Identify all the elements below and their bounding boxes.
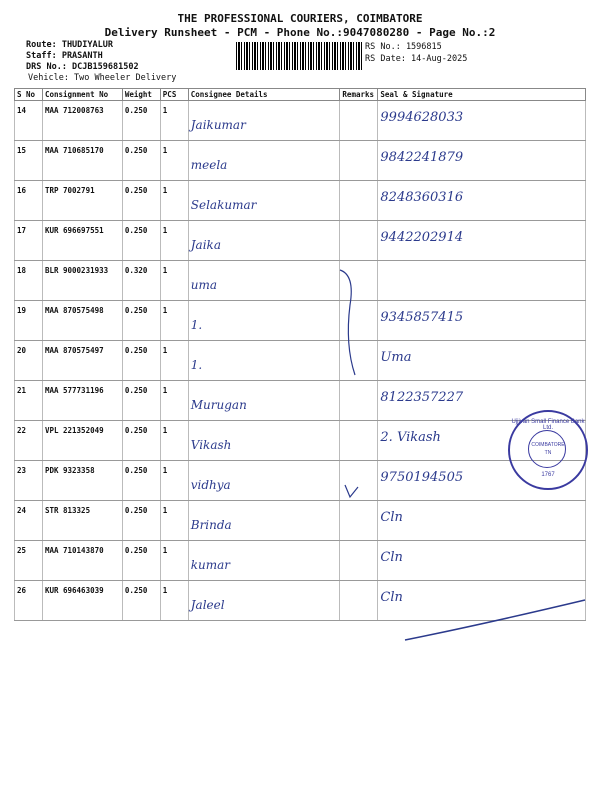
- row-signature: 9842241879: [380, 150, 464, 165]
- col-remarks: Remarks: [340, 89, 378, 101]
- staff-label: Staff: PRASANTH: [26, 51, 103, 61]
- row-sno: 18: [17, 266, 27, 275]
- row-sno-cell: [15, 581, 43, 621]
- row-sno: 14: [17, 106, 27, 115]
- row-consignment-no-cell: [42, 181, 122, 221]
- row-consignment-no-cell: [42, 141, 122, 181]
- row-pcs: 1: [162, 386, 168, 395]
- row-remarks-cell: [340, 541, 378, 581]
- row-signature-cell: [378, 221, 586, 261]
- row-pcs-cell: [160, 501, 188, 541]
- row-pcs-cell: [160, 381, 188, 421]
- row-consignee: vidhya: [190, 478, 231, 492]
- row-pcs: 1: [162, 466, 168, 475]
- row-consignee-cell: [188, 261, 340, 301]
- row-consignee-cell: [188, 181, 340, 221]
- row-pcs-cell: [160, 461, 188, 501]
- row-pcs-cell: [160, 421, 188, 461]
- table-row: [15, 541, 586, 581]
- row-pcs-cell: [160, 101, 188, 141]
- table-row: [15, 181, 586, 221]
- barcode: [236, 42, 362, 70]
- row-consignment-no: MAA 710685170: [44, 146, 104, 155]
- row-pcs: 1: [162, 306, 168, 315]
- row-consignment-no: STR 813325: [44, 506, 91, 515]
- row-weight-cell: [122, 341, 160, 381]
- row-consignee-cell: [188, 381, 340, 421]
- row-consignment-no: KUR 696697551: [44, 226, 104, 235]
- row-pcs-cell: [160, 301, 188, 341]
- row-consignee-cell: [188, 501, 340, 541]
- stamp-city: COIMBATORE: [531, 442, 565, 448]
- row-consignment-no-cell: [42, 341, 122, 381]
- row-consignment-no-cell: [42, 101, 122, 141]
- col-pcs: PCS: [160, 89, 188, 101]
- row-consignee: Selakumar: [190, 198, 257, 212]
- row-remarks-cell: [340, 221, 378, 261]
- stamp-inner-ring: [528, 430, 566, 468]
- rs-date: RS Date: 14-Aug-2025: [365, 54, 468, 64]
- stamp-code: 1767: [541, 472, 555, 478]
- row-signature-cell: [378, 181, 586, 221]
- row-weight: 0.250: [124, 426, 148, 435]
- row-signature: 9345857415: [380, 310, 464, 325]
- row-pcs-cell: [160, 141, 188, 181]
- row-pcs-cell: [160, 541, 188, 581]
- row-pcs-cell: [160, 181, 188, 221]
- row-signature-cell: [378, 541, 586, 581]
- row-weight-cell: [122, 461, 160, 501]
- col-consignment: Consignment No: [42, 89, 122, 101]
- col-sno: S No: [15, 89, 43, 101]
- row-signature: 8122357227: [380, 390, 464, 405]
- row-consignee: kumar: [190, 558, 231, 572]
- row-consignment-no: TRP 7002791: [44, 186, 95, 195]
- row-weight-cell: [122, 101, 160, 141]
- document-title: THE PROFESSIONAL COURIERS, COIMBATORE: [177, 12, 423, 25]
- row-sno: 26: [17, 586, 27, 595]
- row-pcs-cell: [160, 341, 188, 381]
- row-consignment-no-cell: [42, 261, 122, 301]
- row-sno-cell: [15, 421, 43, 461]
- table-header: [15, 89, 586, 101]
- row-pcs: 1: [162, 146, 168, 155]
- table-row: [15, 421, 586, 461]
- row-remarks-cell: [340, 141, 378, 181]
- row-weight-cell: [122, 381, 160, 421]
- row-weight: 0.320: [124, 266, 148, 275]
- row-consignment-no-cell: [42, 461, 122, 501]
- row-pcs: 1: [162, 506, 168, 515]
- row-consignment-no: MAA 577731196: [44, 386, 104, 395]
- row-consignee: 1.: [190, 318, 203, 332]
- row-consignee: Jaika: [190, 238, 221, 252]
- table-row: [15, 501, 586, 541]
- row-pcs: 1: [162, 426, 168, 435]
- row-consignment-no-cell: [42, 541, 122, 581]
- row-sno-cell: [15, 101, 43, 141]
- row-consignee-cell: [188, 581, 340, 621]
- row-consignment-no-cell: [42, 421, 122, 461]
- row-pcs: 1: [162, 186, 168, 195]
- vehicle-label: Vehicle: Two Wheeler Delivery: [28, 73, 177, 83]
- row-sno-cell: [15, 381, 43, 421]
- row-signature: Cln: [380, 510, 403, 525]
- row-weight-cell: [122, 501, 160, 541]
- row-consignment-no: MAA 870575498: [44, 306, 104, 315]
- row-signature: 9442202914: [380, 230, 464, 245]
- row-consignment-no: BLR 9000231933: [44, 266, 109, 275]
- row-consignee-cell: [188, 301, 340, 341]
- row-signature-cell: [378, 261, 586, 301]
- row-remarks-cell: [340, 581, 378, 621]
- row-sno: 22: [17, 426, 27, 435]
- row-sno: 25: [17, 546, 27, 555]
- table-row: [15, 141, 586, 181]
- row-consignee: uma: [190, 278, 218, 292]
- row-remarks-cell: [340, 501, 378, 541]
- row-consignment-no: KUR 696463039: [44, 586, 104, 595]
- row-consignee: Vikash: [190, 438, 232, 452]
- row-sno-cell: [15, 301, 43, 341]
- row-consignee-cell: [188, 421, 340, 461]
- bank-stamp: [508, 410, 588, 490]
- row-weight-cell: [122, 221, 160, 261]
- row-consignment-no: MAA 712008763: [44, 106, 104, 115]
- row-signature-cell: [378, 101, 586, 141]
- row-consignment-no: PDK 9323358: [44, 466, 95, 475]
- col-consignee: Consignee Details: [188, 89, 340, 101]
- row-pcs: 1: [162, 106, 168, 115]
- table-row: [15, 341, 586, 381]
- row-consignment-no-cell: [42, 221, 122, 261]
- rs-number: RS No.: 1596815: [365, 42, 442, 52]
- row-sno: 16: [17, 186, 27, 195]
- route-label: Route: THUDIYALUR: [26, 40, 113, 50]
- col-signature: Seal & Signature: [378, 89, 586, 101]
- row-weight-cell: [122, 181, 160, 221]
- row-consignee: Jaleel: [190, 598, 225, 612]
- row-remarks-cell: [340, 181, 378, 221]
- row-weight: 0.250: [124, 226, 148, 235]
- row-consignee-cell: [188, 461, 340, 501]
- row-consignee: Murugan: [190, 398, 247, 412]
- row-sno: 17: [17, 226, 27, 235]
- row-consignee: Jaikumar: [190, 118, 246, 132]
- row-consignment-no-cell: [42, 501, 122, 541]
- row-consignment-no-cell: [42, 301, 122, 341]
- row-consignment-no-cell: [42, 381, 122, 421]
- table-row: [15, 261, 586, 301]
- row-weight-cell: [122, 581, 160, 621]
- row-sno-cell: [15, 501, 43, 541]
- row-sno: 15: [17, 146, 27, 155]
- runsheet-table: [14, 88, 586, 621]
- row-weight-cell: [122, 541, 160, 581]
- drs-label: DRS No.: DCJB159681502: [26, 62, 139, 72]
- stamp-bank-name: Ujjivan Small Finance Bank Ltd.: [511, 419, 585, 431]
- row-weight: 0.250: [124, 546, 148, 555]
- signature-strike-line: [400, 595, 590, 645]
- col-weight: Weight: [122, 89, 160, 101]
- row-signature-cell: [378, 301, 586, 341]
- row-sno: 23: [17, 466, 27, 475]
- row-consignment-no: MAA 710143870: [44, 546, 104, 555]
- row-pcs: 1: [162, 586, 168, 595]
- row-signature: 9994628033: [380, 110, 464, 125]
- row-sno-cell: [15, 341, 43, 381]
- row-weight: 0.250: [124, 106, 148, 115]
- row-sno: 20: [17, 346, 27, 355]
- row-signature-cell: [378, 341, 586, 381]
- row-weight-cell: [122, 301, 160, 341]
- table-row: [15, 381, 586, 421]
- row-consignee-cell: [188, 141, 340, 181]
- row-weight: 0.250: [124, 586, 148, 595]
- table-row: [15, 221, 586, 261]
- row-signature: [380, 266, 583, 270]
- row-signature: 8248360316: [380, 190, 464, 205]
- row-consignee: meela: [190, 158, 228, 172]
- row-consignment-no: VPL 221352049: [44, 426, 104, 435]
- stamp-state: TN: [544, 450, 552, 456]
- row-pcs-cell: [160, 581, 188, 621]
- row-consignee: 1.: [190, 358, 203, 372]
- table-row: [15, 461, 586, 501]
- row-weight: 0.250: [124, 186, 148, 195]
- row-consignee-cell: [188, 101, 340, 141]
- row-sno: 21: [17, 386, 27, 395]
- row-pcs: 1: [162, 266, 168, 275]
- row-weight: 0.250: [124, 346, 148, 355]
- row-weight: 0.250: [124, 146, 148, 155]
- row-sno-cell: [15, 541, 43, 581]
- row-signature: 2. Vikash: [380, 430, 441, 445]
- row-weight: 0.250: [124, 506, 148, 515]
- row-signature-cell: [378, 141, 586, 181]
- row-weight: 0.250: [124, 306, 148, 315]
- row-weight: 0.250: [124, 386, 148, 395]
- row-signature: Uma: [380, 350, 412, 365]
- bracket-marks: [330, 265, 360, 505]
- row-weight: 0.250: [124, 466, 148, 475]
- row-sno: 24: [17, 506, 27, 515]
- row-pcs-cell: [160, 261, 188, 301]
- row-sno-cell: [15, 221, 43, 261]
- table-row: [15, 301, 586, 341]
- row-sno: 19: [17, 306, 27, 315]
- row-weight-cell: [122, 261, 160, 301]
- row-sno-cell: [15, 141, 43, 181]
- row-consignee-cell: [188, 541, 340, 581]
- row-signature: Cln: [380, 550, 403, 565]
- row-consignment-no: MAA 870575497: [44, 346, 104, 355]
- row-pcs-cell: [160, 221, 188, 261]
- table-row: [15, 101, 586, 141]
- row-sno-cell: [15, 461, 43, 501]
- row-weight-cell: [122, 421, 160, 461]
- row-sno-cell: [15, 261, 43, 301]
- row-pcs: 1: [162, 346, 168, 355]
- row-consignee: Brinda: [190, 518, 232, 532]
- row-weight-cell: [122, 141, 160, 181]
- row-remarks-cell: [340, 101, 378, 141]
- row-signature: 9750194505: [380, 470, 464, 485]
- row-pcs: 1: [162, 546, 168, 555]
- document-subtitle: Delivery Runsheet - PCM - Phone No.:9047080280 - Page No.:2: [104, 26, 496, 39]
- row-consignee-cell: [188, 221, 340, 261]
- row-pcs: 1: [162, 226, 168, 235]
- row-consignee-cell: [188, 341, 340, 381]
- row-consignment-no-cell: [42, 581, 122, 621]
- row-signature: Cln: [380, 590, 403, 605]
- row-sno-cell: [15, 181, 43, 221]
- row-signature-cell: [378, 501, 586, 541]
